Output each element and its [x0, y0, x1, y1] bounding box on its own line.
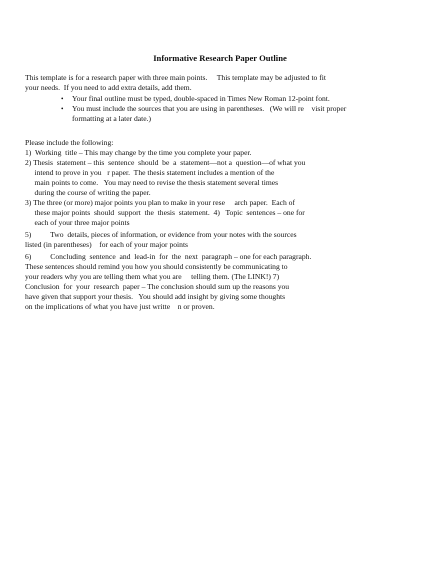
intro-line: This template is for a research paper with three main points. This template may be adjusted to fit: [25, 73, 326, 82]
document-title: Informative Research Paper Outline: [153, 53, 287, 63]
body-line: these major points should support the thesis statement. 4) Topic sentences – one for: [25, 208, 305, 217]
bullet-marker: •: [61, 105, 64, 113]
body-line: Conclusion for your research paper – The conclusion should sum up the reasons you: [25, 282, 290, 291]
body-line: 2) Thesis statement – this sentence should be a statement—not a question—of what you: [25, 158, 306, 167]
body-line: listed (in parentheses) for each of your major points: [25, 240, 189, 249]
bullet-marker: •: [61, 95, 64, 103]
bullet-item-line: You must include the sources that you are using in parentheses. (We will re visit proper: [72, 104, 347, 113]
body-line: Please include the following:: [25, 138, 114, 147]
body-line: during the course of writing the paper.: [25, 188, 151, 197]
body-line: 5) Two details, pieces of information, or evidence from your notes with the sources: [25, 230, 297, 239]
body-line: These sentences should remind you how you should consistently be communicating to: [25, 262, 288, 271]
body-line: have given that support your thesis. You should add insight by giving some thoughts: [25, 292, 286, 301]
body-line: 1) Working title – This may change by the time you complete your paper.: [25, 148, 252, 157]
body-line: on the implications of what you have just writte n or proven.: [25, 302, 215, 311]
intro-line: your needs. If you need to add extra details, add them.: [25, 83, 192, 92]
body-line: 3) The three (or more) major points you plan to make in your rese arch paper. Each of: [25, 198, 295, 207]
body-line: your readers why you are telling them what you are telling them. (The LINK!) 7): [25, 272, 280, 281]
body-line: 6) Concluding sentence and lead-in for the next paragraph – one for each paragraph.: [25, 252, 312, 261]
bullet-item-line: Your final outline must be typed, double-spaced in Times New Roman 12-point font.: [72, 94, 330, 103]
body-line: main points to come. You may need to revise the thesis statement several times: [25, 178, 279, 187]
body-line: intend to prove in you r paper. The thesis statement includes a mention of the: [25, 168, 275, 177]
body-line: each of your three major points: [25, 218, 130, 227]
bullet-item-line: formatting at a later date.): [72, 114, 152, 123]
